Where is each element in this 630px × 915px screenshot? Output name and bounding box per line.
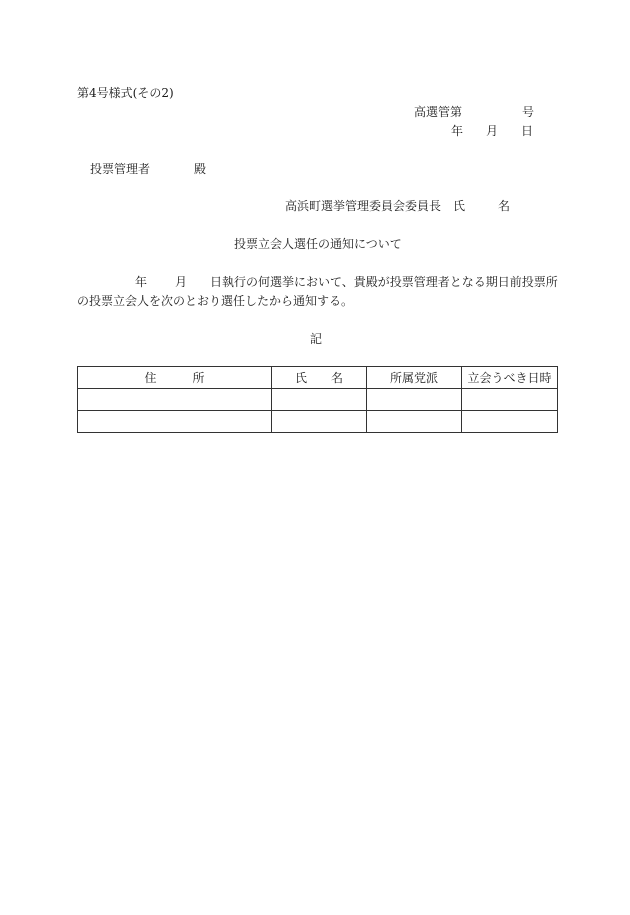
header-attendance-datetime: 立会うべき日時 [462, 367, 558, 389]
sender-organization: 高浜町選挙管理委員会委員長 氏 [285, 199, 466, 213]
form-number: 第4号様式(その2) [77, 86, 174, 100]
table-cell[interactable] [78, 411, 272, 433]
table-cell[interactable] [272, 411, 367, 433]
header-name: 氏 名 [272, 367, 367, 389]
date-month: 月 [486, 124, 499, 138]
table-cell[interactable] [78, 389, 272, 411]
date-year: 年 [451, 124, 464, 138]
body-line-1: 日執行の何選挙において、貴殿が投票管理者となる期日前投票所 [210, 275, 558, 289]
addressee-title: 投票管理者 [90, 162, 151, 176]
body-month: 月 [175, 275, 188, 289]
table-cell[interactable] [367, 389, 462, 411]
body-year: 年 [135, 275, 148, 289]
document-title: 投票立会人選任の通知について [234, 237, 402, 251]
addressee-honorific: 殿 [194, 162, 207, 176]
table-cell[interactable] [272, 389, 367, 411]
table-header-row [78, 367, 558, 389]
table-row [78, 411, 558, 433]
ki-marker: 記 [310, 332, 323, 346]
table-row [78, 389, 558, 411]
appointee-table [77, 366, 558, 433]
sender-name-suffix: 名 [498, 199, 511, 213]
body-line-2: の投票立会人を次のとおり選任したから通知する。 [77, 294, 354, 308]
reference-label: 高選管第 [414, 105, 463, 119]
table-cell[interactable] [367, 411, 462, 433]
header-party: 所属党派 [367, 367, 462, 389]
header-address: 住 所 [78, 367, 272, 389]
table-cell[interactable] [462, 411, 558, 433]
reference-suffix: 号 [522, 105, 535, 119]
table-cell[interactable] [462, 389, 558, 411]
date-day: 日 [521, 124, 534, 138]
